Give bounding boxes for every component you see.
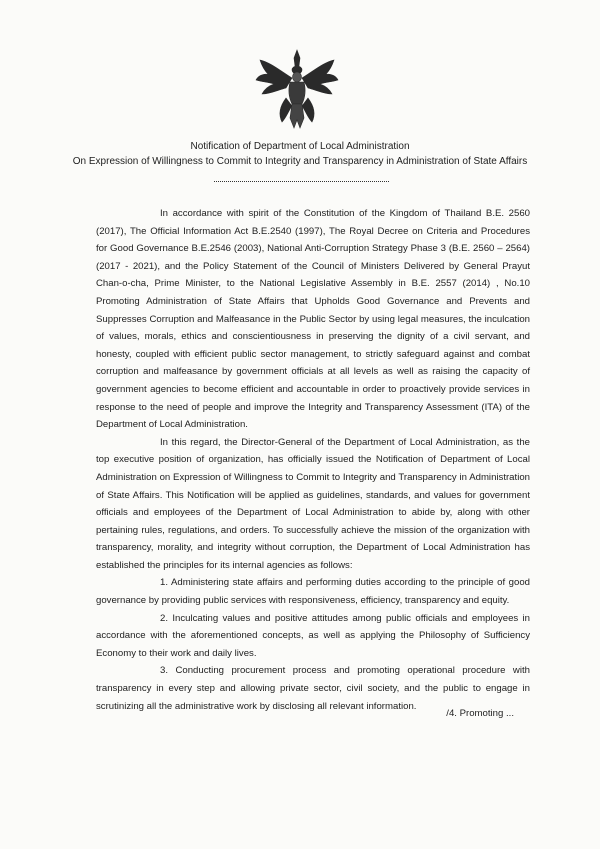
paragraph-regard: In this regard, the Director-General of the Department of Local Administration, as the top executive position of organization, has officially issued the Notification of Department of Local Administration on Expression of Willingness to Commit to Integrity and Transparency in Administration of State Affairs. This Notification will be applied as guidelines, standards, and values for government officials and employees of the Department of Local Administration to abide by, along with other pertaining rules, regulations, and orders. To successfully achieve the mission of the organization with transparency, morality, and integrity without corruption, the Department of Local Administration has established the principles for its internal agencies as follows: <box>96 436 530 571</box>
garuda-emblem-icon <box>252 48 342 130</box>
continuation-marker: /4. Promoting ... <box>446 708 514 719</box>
principle-3: 3. Conducting procurement process and promoting operational procedure with transparency in every step and allowing private sector, civil society, and the public to engage in scrutinizing all the administrative work by disclosing all relevant information. <box>96 665 530 712</box>
dotted-divider <box>214 181 389 182</box>
principle-2: 2. Inculcating values and positive attitudes among public officials and employees in accordance with the aforementioned concepts, as well as applying the Philosophy of Sufficiency Economy to their work and daily lives. <box>96 612 530 659</box>
paragraph-intro: In accordance with spirit of the Constitution of the Kingdom of Thailand B.E. 2560 (2017), The Official Information Act B.E.2540 (1997), The Royal Decree on Criteria and Procedures for Good Governance B.E.2546 (2003), National Anti-Corruption Strategy Phase 3 (B.E. 2560 – 2564) (2017 - 2021), and the Policy Statement of the Council of Ministers Delivered by General Prayut Chan-o-cha, Prime Minister, to the National Legislative Assembly in B.E. 2557 (2014) , No.10 Promoting Administration of State Affairs that Upholds Good Governance and Prevents and Suppresses Corruption and Malfeasance in the Public Sector by using legal measures, the inculcation of values, morals, ethics and conscientiousness in preserving the dignity of a civil servant, and honesty, coupled with efficient public sector management, to strictly safeguard against and combat corruption and malfeasance by government officials at all levels as well as raising the capacity of government agencies to become efficient and accountable in order to proactively provide services in response to the need of people and improve the Integrity and Transparency Assessment (ITA) of the Department of Local Administration. <box>96 208 530 431</box>
notification-subtitle: On Expression of Willingness to Commit to Integrity and Transparency in Administration of State Affairs <box>72 156 528 167</box>
principle-1: 1. Administering state affairs and performing duties according to the principle of good governance by providing public services with responsiveness, efficiency, transparency and equity. <box>96 577 530 607</box>
notification-title: Notification of Department of Local Administration <box>190 141 410 152</box>
document-body <box>96 205 530 715</box>
